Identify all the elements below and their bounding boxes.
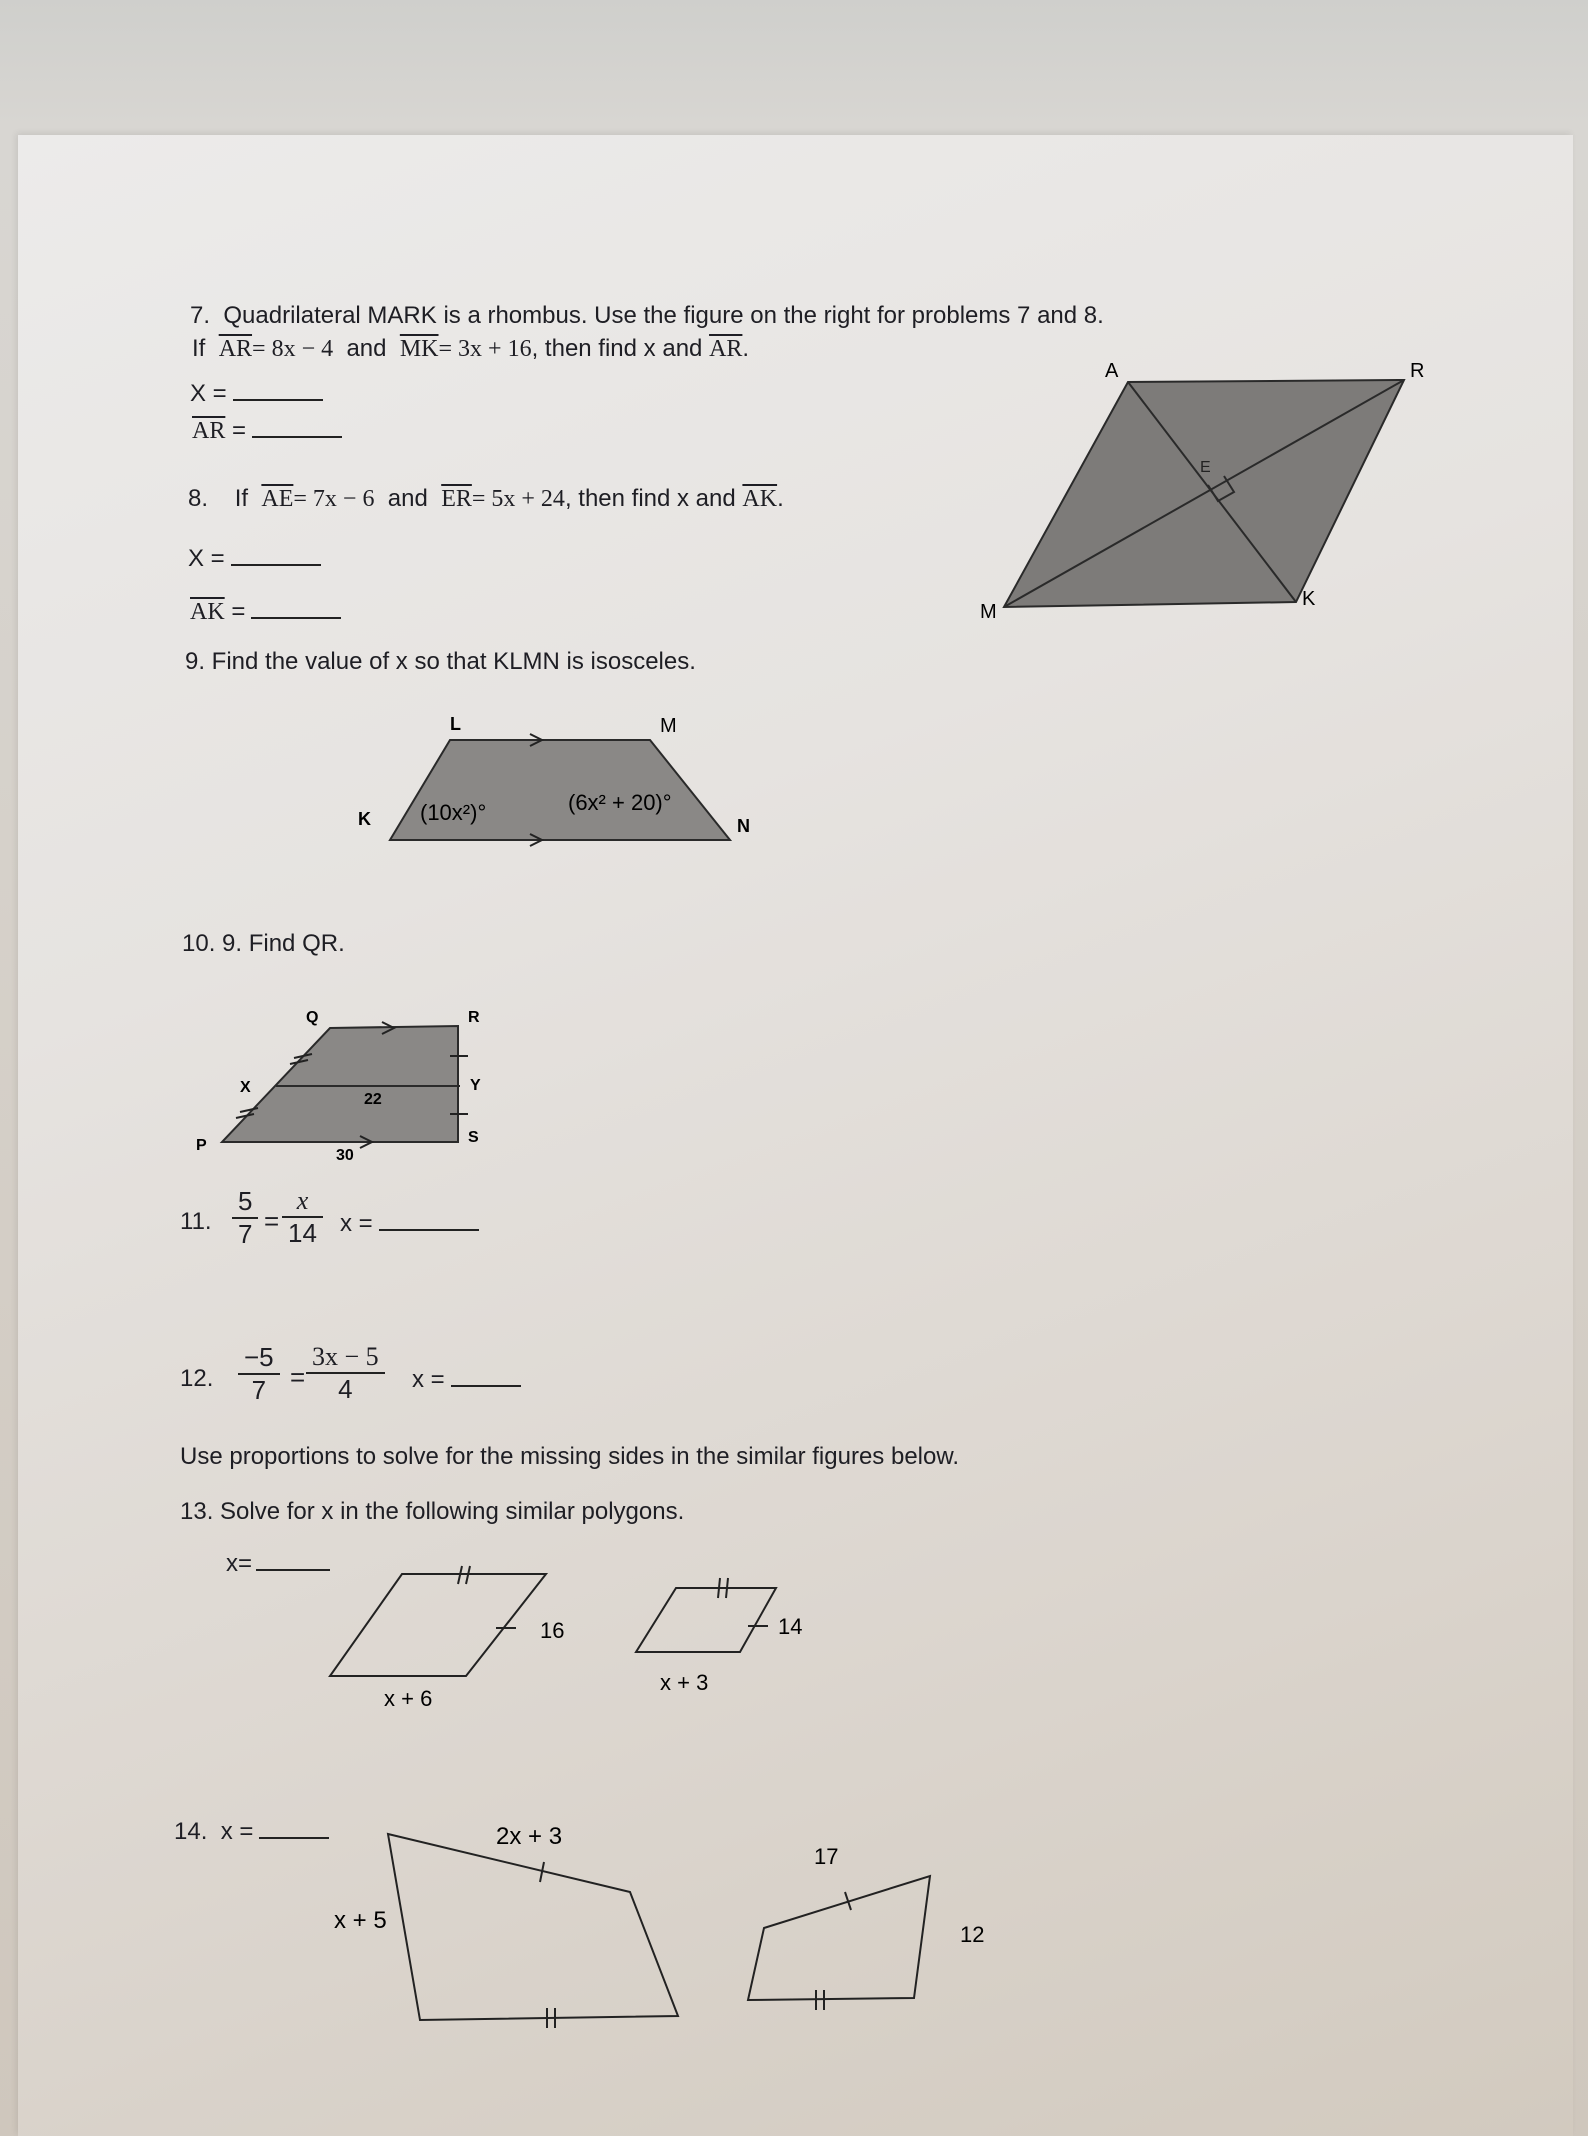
trapezoid-shape: [390, 740, 730, 840]
problem-7-statement: If $\overline{AR}= 8x - 4$ and $\overline{MK}= 3x + 16$, then find x and $\overline{AR}$.: [192, 335, 750, 362]
parallelogram-small: [636, 1588, 776, 1652]
vertex-y: Y: [470, 1077, 481, 1094]
vertex-m: M: [980, 601, 997, 623]
vertex-q: Q: [306, 1009, 319, 1026]
small-base-label: x + 3: [660, 1670, 709, 1695]
tick-small-top-1: [718, 1578, 720, 1598]
vertex-s: S: [468, 1129, 479, 1146]
problem-9-heading: 9. Find the value of x so that KLMN is isosceles.: [185, 648, 696, 675]
problem-13-figures: [320, 1560, 840, 1720]
large-left-label: x + 5: [334, 1907, 387, 1934]
similar-figures-intro: Use proportions to solve for the missing sides in the similar figures below.: [180, 1443, 960, 1470]
vertex-a: A: [1105, 360, 1119, 382]
problem-13-heading: 13. Solve for x in the following similar polygons.: [180, 1498, 685, 1525]
quadrilateral-small: [748, 1876, 930, 2000]
large-side-label: 16: [540, 1618, 565, 1643]
problem-11-answer[interactable]: x =: [340, 1210, 479, 1238]
problem-7-x-answer[interactable]: X =: [190, 380, 323, 408]
problem-12-number: 12.: [180, 1365, 214, 1392]
small-right-label: 12: [960, 1922, 985, 1947]
small-side-label: 14: [778, 1614, 803, 1639]
quadrilateral-large: [388, 1834, 678, 2020]
vertex-m: M: [660, 715, 677, 737]
angle-k-label: (10x²)°: [420, 800, 487, 825]
base-length: 30: [336, 1147, 354, 1164]
problem-14-figures: [320, 1810, 1020, 2050]
large-top-label: 2x + 3: [496, 1823, 563, 1850]
midsegment-length: 22: [364, 1091, 382, 1108]
trapezoid-midsegment-figure: [190, 1000, 510, 1175]
parallelogram-large: [330, 1574, 546, 1676]
problem-8-statement: 8. If $\overline{AE}= 7x - 6$ and $\overline{ER}= 5x + 24$, then find x and $\overline{AK}$.: [188, 485, 784, 512]
problem-10-heading: 10. 9. Find QR.: [182, 930, 345, 957]
vertex-p: P: [196, 1137, 207, 1154]
vertex-k: K: [1302, 588, 1316, 610]
tick-small-top-2: [726, 1578, 728, 1598]
angle-n-label: (6x² + 20)°: [568, 790, 672, 815]
problem-11-fraction-left: $\frac{5}{7}$: [232, 1186, 258, 1250]
small-top-label: 17: [814, 1844, 839, 1869]
problem-7-heading: 7. Quadrilateral MARK is a rhombus. Use the figure on the right for problems 7 and 8.: [190, 302, 1104, 329]
problem-12-answer[interactable]: x =: [412, 1366, 521, 1394]
problem-13-answer[interactable]: x=: [226, 1550, 330, 1578]
problem-7-ar-answer[interactable]: $\overline{AR}$ =: [192, 417, 342, 445]
large-base-label: x + 6: [384, 1686, 433, 1711]
vertex-l: L: [450, 714, 461, 734]
vertex-n: N: [737, 816, 750, 836]
vertex-e: E: [1200, 459, 1211, 476]
problem-12-fraction-left: $\frac{-5}{7}$: [238, 1342, 280, 1406]
rhombus-figure: [980, 360, 1425, 623]
vertex-r: R: [1410, 360, 1425, 382]
problem-12-equals: =: [290, 1362, 306, 1392]
problem-11-number: 11.: [180, 1208, 212, 1235]
problem-8-x-answer[interactable]: X =: [188, 545, 321, 573]
problem-11-fraction-right: $\frac{x}{14}$: [282, 1186, 323, 1249]
trapezoid-klmn-figure: [340, 700, 780, 850]
vertex-x: X: [240, 1079, 251, 1096]
problem-14-number: 14. x =: [174, 1818, 329, 1846]
problem-11-equals: =: [264, 1206, 280, 1236]
problem-12-fraction-right: $\frac{3x - 5}{4}$: [306, 1342, 385, 1405]
vertex-r: R: [468, 1009, 480, 1026]
problem-8-ak-answer[interactable]: $\overline{AK}$ =: [190, 598, 341, 626]
trapezoid-pqrs-shape: [222, 1026, 458, 1142]
vertex-k: K: [358, 809, 371, 829]
